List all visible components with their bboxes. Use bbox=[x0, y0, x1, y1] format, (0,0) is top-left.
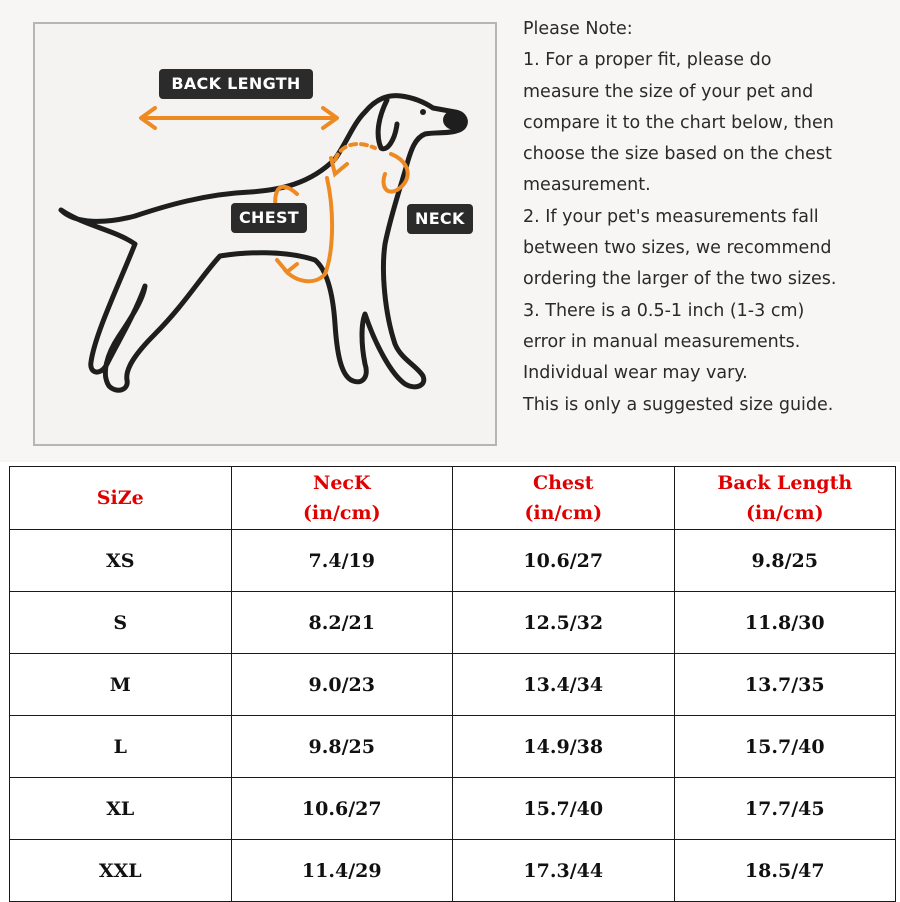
notes-title: Please Note: bbox=[523, 19, 633, 39]
table-header-row bbox=[10, 467, 896, 530]
notes-line: measure the size of your pet and bbox=[523, 81, 814, 102]
notes-line: between two sizes, we recommend bbox=[523, 238, 832, 259]
back-length-cell: 17.7/45 bbox=[674, 778, 896, 840]
header-neck: NecK (in/cm) bbox=[231, 467, 453, 530]
back-length-cell: 9.8/25 bbox=[674, 530, 896, 592]
notes-line: 3. There is a 0.5-1 inch (1-3 cm) bbox=[523, 300, 805, 321]
neck-label: NECK bbox=[407, 204, 473, 234]
notes-line: compare it to the chart below, then bbox=[523, 112, 834, 133]
chest-cell: 15.7/40 bbox=[453, 778, 675, 840]
neck-cell: 9.0/23 bbox=[231, 654, 453, 716]
notes-line: 1. For a proper fit, please do bbox=[523, 50, 772, 71]
size-cell: XS bbox=[10, 530, 232, 592]
size-cell: M bbox=[10, 654, 232, 716]
size-cell: XXL bbox=[10, 840, 232, 902]
table-row bbox=[10, 840, 896, 902]
chest-label: CHEST bbox=[231, 203, 307, 233]
notes-line: measurement. bbox=[523, 175, 651, 196]
back-length-arrow bbox=[141, 108, 337, 128]
neck-cell: 7.4/19 bbox=[231, 530, 453, 592]
neck-measure-loop bbox=[331, 144, 408, 192]
size-cell: S bbox=[10, 592, 232, 654]
neck-cell: 11.4/29 bbox=[231, 840, 453, 902]
neck-cell: 10.6/27 bbox=[231, 778, 453, 840]
back-length-cell: 18.5/47 bbox=[674, 840, 896, 902]
table-row bbox=[10, 530, 896, 592]
notes-line: ordering the larger of the two sizes. bbox=[523, 269, 837, 290]
size-chart-table bbox=[9, 466, 896, 902]
dog-outline bbox=[61, 96, 465, 391]
dog-ear bbox=[378, 100, 397, 149]
chest-cell: 14.9/38 bbox=[453, 716, 675, 778]
size-cell: XL bbox=[10, 778, 232, 840]
table-row bbox=[10, 654, 896, 716]
notes-line: error in manual measurements. bbox=[523, 331, 801, 352]
size-notes bbox=[523, 14, 893, 421]
table-row bbox=[10, 716, 896, 778]
back-length-cell: 15.7/40 bbox=[674, 716, 896, 778]
dog-nose bbox=[443, 110, 467, 130]
table-row bbox=[10, 778, 896, 840]
chest-cell: 12.5/32 bbox=[453, 592, 675, 654]
neck-cell: 8.2/21 bbox=[231, 592, 453, 654]
back-length-cell: 11.8/30 bbox=[674, 592, 896, 654]
header-size: SiZe bbox=[10, 467, 232, 530]
notes-line: choose the size based on the chest bbox=[523, 144, 832, 165]
neck-cell: 9.8/25 bbox=[231, 716, 453, 778]
size-cell: L bbox=[10, 716, 232, 778]
header-chest: Chest (in/cm) bbox=[453, 467, 675, 530]
notes-line: Individual wear may vary. bbox=[523, 363, 748, 384]
dog-measurement-diagram bbox=[33, 22, 497, 446]
table-row bbox=[10, 592, 896, 654]
chest-cell: 10.6/27 bbox=[453, 530, 675, 592]
back-length-cell: 13.7/35 bbox=[674, 654, 896, 716]
notes-line: 2. If your pet's measurements fall bbox=[523, 206, 819, 227]
chest-cell: 17.3/44 bbox=[453, 840, 675, 902]
dog-eye bbox=[420, 109, 426, 115]
chest-cell: 13.4/34 bbox=[453, 654, 675, 716]
header-back-length: Back Length (in/cm) bbox=[674, 467, 896, 530]
notes-line: This is only a suggested size guide. bbox=[523, 394, 834, 415]
back-length-label: BACK LENGTH bbox=[159, 69, 313, 99]
